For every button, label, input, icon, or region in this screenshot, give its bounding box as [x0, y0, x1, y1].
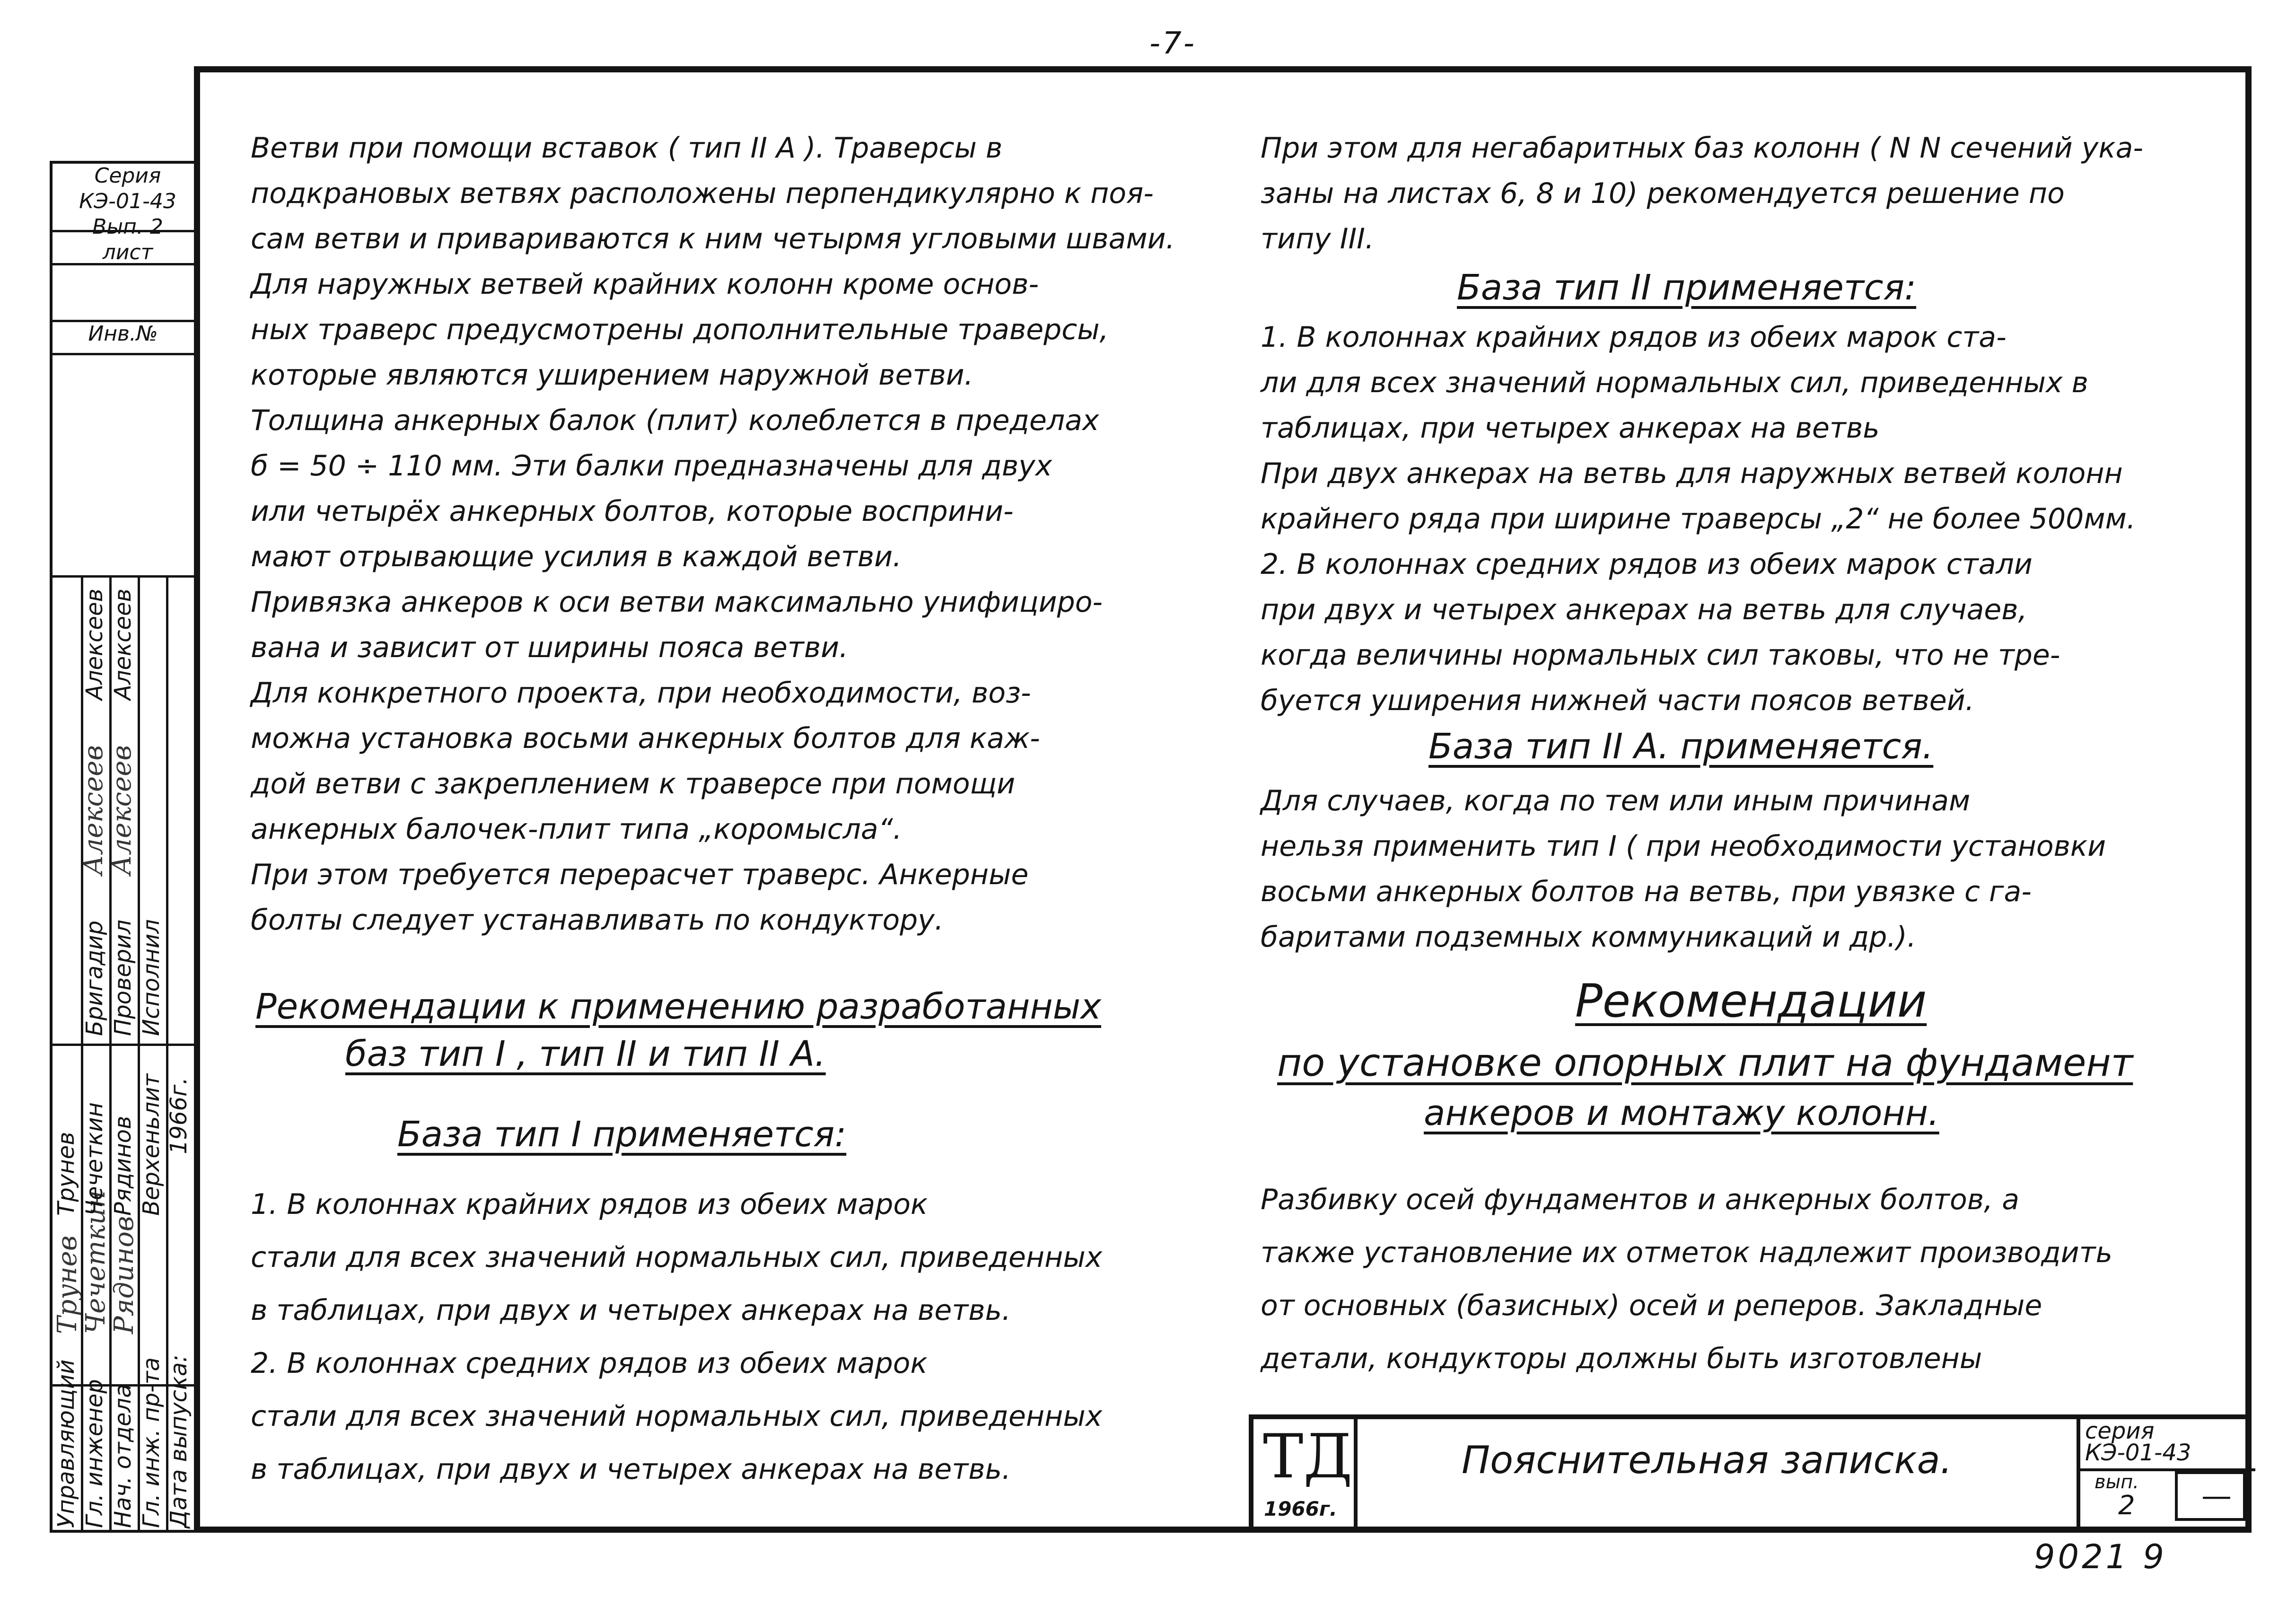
right-list-line: буется уширения нижней части поясов ветвей.: [1261, 684, 1974, 717]
stamp-series-code: КЭ-01-43: [79, 189, 176, 213]
td-logo: ТД: [1263, 1422, 1353, 1492]
signature-mark-5: Рядинов: [109, 1216, 140, 1334]
left-line: сам ветви и привариваются к ним четырмя угловыми швами.: [251, 222, 1175, 255]
right-intro: [1261, 125, 2143, 262]
title-block-logo-cell: [1253, 1419, 1358, 1533]
signature-mark-2: Алексеев: [106, 745, 137, 875]
right-list-line: крайнего ряда при ширине траверсы „2“ не более 500мм.: [1261, 502, 2136, 536]
role-department-head: Нач. отдела: [110, 1384, 136, 1528]
left-line: которые являются уширением наружной ветви.: [251, 359, 973, 392]
right-intro-line: типу III.: [1261, 222, 1374, 255]
role-release-date: Дата выпуска:: [166, 1354, 192, 1528]
right-heading-type-2: База тип II применяется:: [1457, 267, 1917, 308]
right-heading-anchors: анкеров и монтажу колонн.: [1424, 1093, 1939, 1133]
right-heading-recommendations: Рекомендации: [1575, 975, 1927, 1027]
left-list-line: в таблицах, при двух и четырех анкерах на ветвь.: [251, 1294, 1011, 1327]
left-line: ных траверс предусмотрены дополнительные траверсы,: [251, 313, 1109, 346]
left-line: подкрановых ветвях расположены перпендикулярно к поя-: [251, 177, 1154, 210]
right-intro-line: заны на листах 6, 8 и 10) рекомендуется решение по: [1261, 177, 2065, 210]
stamp-inv-label: Инв.№: [88, 322, 158, 346]
name-checked: Алексеев: [110, 588, 136, 700]
left-body: [251, 125, 1175, 943]
left-line: мают отрывающие усилия в каждой ветви.: [251, 540, 902, 573]
right-final-line: Разбивку осей фундаментов и анкерных болтов, а: [1261, 1183, 2019, 1216]
right-heading-type-2a: База тип II А. применяется.: [1428, 726, 1934, 767]
tb-sheet-value: —: [2201, 1479, 2232, 1514]
right-list-2-line: Для случаев, когда по тем или иным причинам: [1261, 784, 1971, 817]
left-line: можна установка восьми анкерных болтов для каж-: [251, 722, 1040, 755]
tb-sheet-cell: [2175, 1471, 2246, 1521]
name-2: Чечеткин: [81, 1102, 108, 1216]
right-list-2-line: восьми анкерных болтов на ветвь, при увязке с га-: [1261, 875, 2032, 908]
title-block-series-cell: [2077, 1419, 2252, 1533]
right-intro-line: При этом для негабаритных баз колонн ( N N сечений ука-: [1261, 132, 2144, 165]
right-list-line: когда величины нормальных сил таковы, что не тре-: [1261, 639, 2060, 672]
right-final: [1261, 1173, 2112, 1385]
right-list-line: при двух и четырех анкерах на ветвь для случаев,: [1261, 593, 2027, 626]
left-line: Для конкретного проекта, при необходимости, воз-: [251, 676, 1031, 710]
right-list-2-line: нельзя применить тип I ( при необходимости установки: [1261, 830, 2106, 863]
left-list: [251, 1178, 1102, 1496]
release-year: 1966г.: [166, 1077, 192, 1154]
left-heading-recommendations: Рекомендации к применению разработанных: [255, 986, 1101, 1027]
stamp-issue: Вып. 2: [92, 215, 163, 239]
tb-series-code: КЭ-01-43: [2085, 1440, 2191, 1466]
right-list-line: таблицах, при четырех анкерах на ветвь: [1261, 412, 1880, 445]
left-line: Толщина анкерных балок (плит) колеблется в пределах: [251, 404, 1099, 437]
left-line: Для наружных ветвей крайних колонн кроме основ-: [251, 268, 1039, 301]
left-list-line: стали для всех значений нормальных сил, приведенных: [251, 1400, 1103, 1433]
role-executed: Исполнил: [138, 919, 165, 1036]
right-list-2: [1261, 778, 2106, 960]
tb-series-label: серия: [2085, 1418, 2155, 1444]
left-line: Ветви при помощи вставок ( тип II А ). Траверсы в: [251, 132, 1003, 165]
right-final-line: детали, кондукторы должны быть изготовлены: [1261, 1342, 1982, 1375]
right-heading-plates: по установке опорных плит на фундамент: [1277, 1041, 2133, 1085]
footer-number: 9021 9: [2034, 1537, 2167, 1576]
right-final-line: также установление их отметок надлежит производить: [1261, 1236, 2112, 1269]
right-list-2-line: баритами подземных коммуникаций и др.).: [1261, 921, 1916, 954]
left-heading-type-1: База тип I применяется:: [397, 1114, 847, 1155]
left-line: болты следует устанавливать по кондуктору.: [251, 904, 944, 937]
signature-mark-4: Чечеткин: [80, 1190, 111, 1334]
name-brigadier: Алексеев: [81, 588, 108, 700]
right-list-line: 1. В колоннах крайних рядов из обеих марок ста-: [1261, 321, 2007, 354]
stamp-series-label: Серия: [94, 164, 161, 188]
left-list-line: в таблицах, при двух и четырех анкерах на ветвь.: [251, 1453, 1011, 1486]
left-line: вана и зависит от ширины пояса ветви.: [251, 631, 849, 664]
signature-mark-1: Алексеев: [78, 745, 109, 875]
name-1: Трунев: [53, 1132, 79, 1216]
left-list-line: 2. В колоннах средних рядов из обеих марок: [251, 1347, 928, 1380]
left-line: б = 50 ÷ 110 мм. Эти балки предназначены для двух: [251, 449, 1052, 483]
tb-issue-value: 2: [2118, 1490, 2135, 1521]
stamp-series: [71, 163, 184, 265]
name-4: Верхеньлит: [138, 1073, 165, 1216]
role-manager: Управляющий: [53, 1359, 79, 1528]
title-block-year: 1966г.: [1264, 1497, 1337, 1520]
signature-mark-3: Трунев: [52, 1235, 83, 1334]
page-number: -7-: [1149, 26, 1196, 61]
right-list-line: При двух анкерах на ветвь для наружных ветвей колонн: [1261, 457, 2123, 490]
left-line: или четырёх анкерных болтов, которые восприни-: [251, 495, 1014, 528]
role-project-engineer: Гл. инж. пр-та: [138, 1357, 165, 1528]
stamp-sheet-label: лист: [102, 240, 153, 264]
left-line: анкерных балочек-плит типа „коромысла“.: [251, 813, 902, 846]
left-list-line: стали для всех значений нормальных сил, приведенных: [251, 1241, 1103, 1274]
right-list-1: [1261, 315, 2136, 723]
role-chief-engineer: Гл. инженер: [81, 1379, 108, 1528]
document-title: Пояснительная записка.: [1462, 1438, 1953, 1482]
name-3: Рядинов: [110, 1115, 136, 1216]
left-line: дой ветви с закреплением к траверсе при помощи: [251, 767, 1016, 800]
left-list-line: 1. В колоннах крайних рядов из обеих марок: [251, 1188, 928, 1221]
right-final-line: от основных (базисных) осей и реперов. Закладные: [1261, 1289, 2042, 1322]
role-brigadier: Бригадир: [81, 920, 108, 1036]
left-line: Привязка анкеров к оси ветви максимально унифициро-: [251, 586, 1103, 619]
right-list-line: ли для всех значений нормальных сил, приведенных в: [1261, 366, 2088, 399]
left-line: При этом требуется перерасчет траверс. Анкерные: [251, 858, 1029, 891]
tb-issue-label: вып.: [2094, 1471, 2139, 1493]
left-heading-base-types: баз тип I , тип II и тип II А.: [345, 1034, 826, 1074]
right-list-line: 2. В колоннах средних рядов из обеих марок стали: [1261, 548, 2033, 581]
role-checked: Проверил: [110, 919, 136, 1036]
